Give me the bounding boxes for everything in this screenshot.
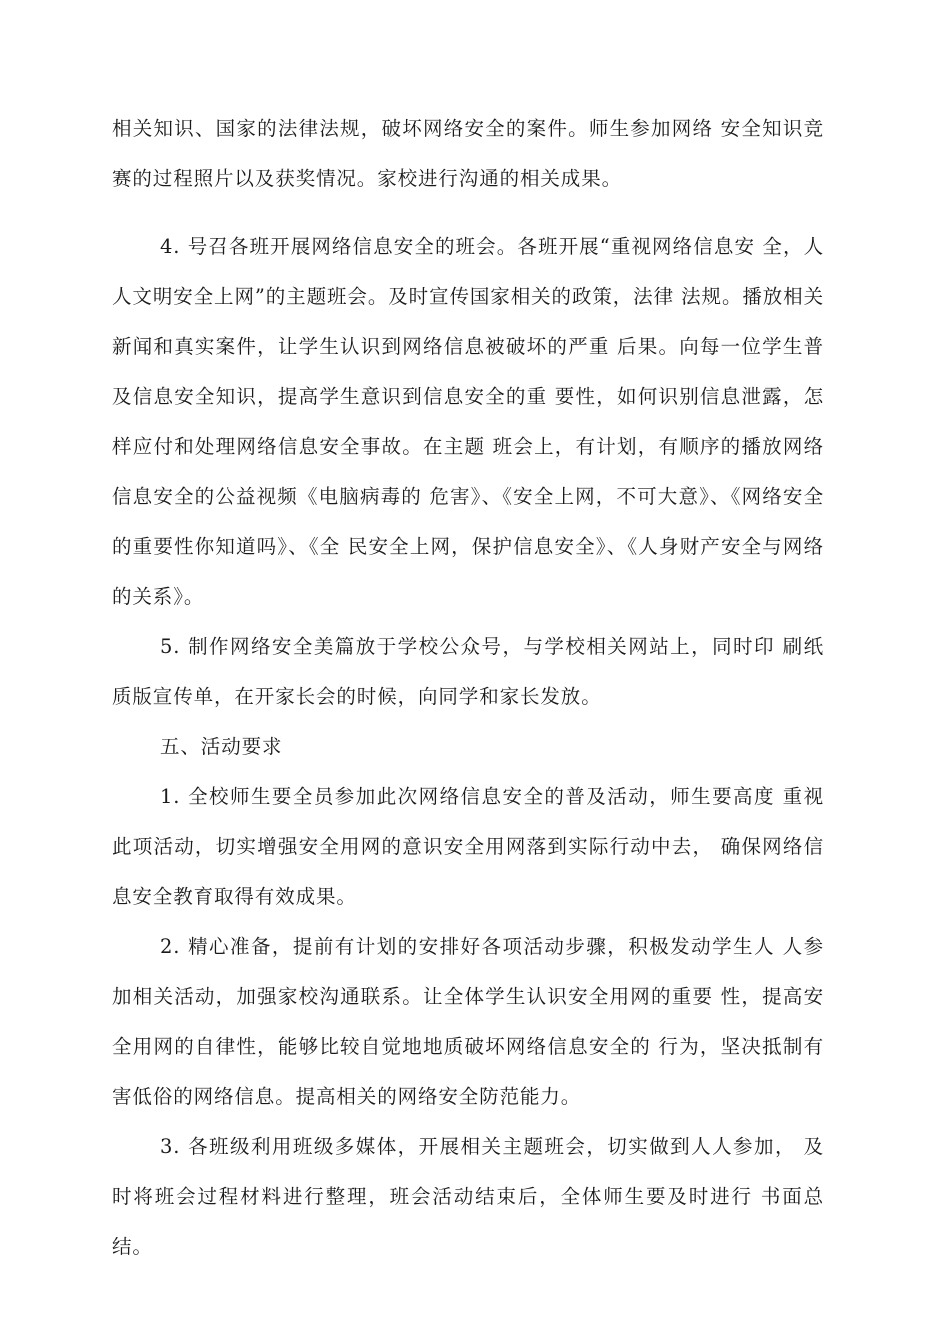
paragraph-item-4: 4. 号召各班开展网络信息安全的班会。各班开展“重视网络信息安 全，人人文明安全上网”的主题班会。及时宣传国家相关的政策，法律 法规。播放相关新闻和真实案件，让学生认识到网络信息被破坏的严重 后果。向每一位学生普及信息安全知识，提高学生意识到信息安全的重 要性，如何识别信息泄露，怎样应付和处理网络信息安全事故。在主题 班会上，有计划，有顺序的播放网络信息安全的公益视频《电脑病毒的 危害》、《安全上网，不可大意》、《网络安全的重要性你知道吗》、《全 民安全上网，保护信息安全》、《人身财产安全与网络的关系》。 — [112, 235, 824, 608]
paragraph-item-5: 5. 制作网络安全美篇放于学校公众号，与学校相关网站上，同时印 刷纸质版宣传单，在开家长会的时候，向同学和家长发放。 — [112, 635, 824, 708]
paragraph-requirement-1: 1. 全校师生要全员参加此次网络信息安全的普及活动，师生要高度 重视此项活动，切实增强安全用网的意识安全用网落到实际行动中去， 确保网络信息安全教育取得有效成果。 — [112, 785, 824, 908]
section-heading-activity-requirements: 五、活动要求 — [160, 735, 283, 758]
paragraph-requirement-3: 3. 各班级利用班级多媒体，开展相关主题班会，切实做到人人参加， 及时将班会过程材料进行整理，班会活动结束后，全体师生要及时进行 书面总结。 — [112, 1135, 824, 1258]
paragraph-requirement-2: 2. 精心准备，提前有计划的安排好各项活动步骤，积极发动学生人 人参加相关活动，加强家校沟通联系。让全体学生认识安全用网的重要 性，提高安全用网的自律性，能够比较自觉地地质破坏网络信息安全的 行为，坚决抵制有害低俗的网络信息。提高相关的网络安全防范能力。 — [112, 935, 824, 1108]
paragraph-continuation: 相关知识、国家的法律法规，破坏网络安全的案件。师生参加网络 安全知识竞赛的过程照片以及获奖情况。家校进行沟通的相关成果。 — [112, 117, 824, 190]
document-body — [112, 104, 824, 1272]
